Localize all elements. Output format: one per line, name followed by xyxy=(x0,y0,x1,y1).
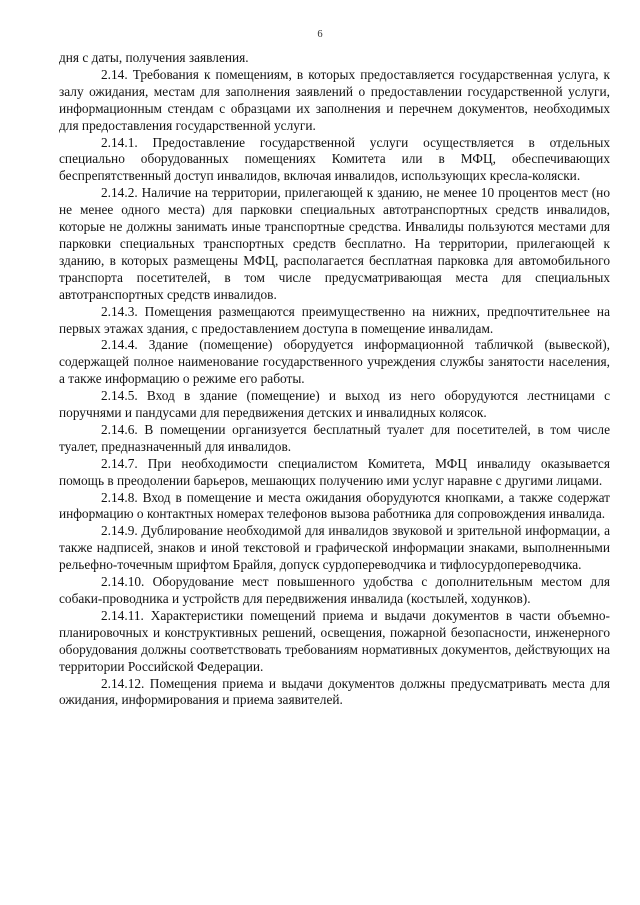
paragraph-2-14-8: 2.14.8. Вход в помещение и места ожидания оборудуются кнопками, а также содержат информацию о контактных номерах телефонов вызова работника для сопровождения инвалида. xyxy=(59,489,610,522)
paragraph-2-14-5: 2.14.5. Вход в здание (помещение) и выход из него оборудуются лестницами с поручнями и пандусами для передвижения детских и инвалидных колясок. xyxy=(59,388,610,421)
paragraph-2-14-4: 2.14.4. Здание (помещение) оборудуется информационной табличкой (вывеской), содержащей полное наименование государственного учреждения службы занятости населения, а также информацию о режиме его работы. xyxy=(59,337,610,387)
paragraph-2-14: 2.14. Требования к помещениям, в которых предоставляется государственная услуга, к залу ожидания, местам для заполнения заявлений о предоставлении государственной услуги, информационным стендам с образцами их заполнения и перечнем документов, необходимых для предоставления государственной услуги. xyxy=(59,66,610,133)
paragraph-2-14-2: 2.14.2. Наличие на территории, прилегающей к зданию, не менее 10 процентов мест (но не менее одного места) для парковки специальных автотранспортных средств инвалидов, которые не должны занимать иные транспортные средства. Инвалиды пользуются местами для парковки специальных транспортных средств бесплатно. На территории, прилегающей к зданию, в которых размещены МФЦ, располагается бесплатная парковка для автомобильного транспорта посетителей, в том числе предусматривающая места для специальных автотранспортных средств инвалидов. xyxy=(59,185,610,302)
paragraph-2-14-10: 2.14.10. Оборудование мест повышенного удобства с дополнительным местом для собаки-проводника и устройств для передвижения инвалида (костылей, ходунков). xyxy=(59,574,610,606)
paragraph-2-14-1: 2.14.1. Предоставление государственной услуги осуществляется в отдельных специально оборудованных помещениях Комитета или в МФЦ, обеспечивающих беспрепятственный доступ инвалидов, включая инвалидов, использующих кресла-коляски. xyxy=(59,134,610,184)
paragraph-2-14-12: 2.14.12. Помещения приема и выдачи документов должны предусматривать места для ожидания, информирования и приема заявителей. xyxy=(59,675,610,708)
page-number: 6 xyxy=(317,29,323,40)
document-body xyxy=(59,50,610,709)
paragraph-2-14-11: 2.14.11. Характеристики помещений приема и выдачи документов в части объемно-планировочных и конструктивных решений, освещения, пожарной безопасности, инженерного оборудования должны соответствовать требованиям нормативных документов, действующих на территории Российской Федерации. xyxy=(59,607,610,674)
paragraph-continuation: дня с даты, получения заявления. xyxy=(59,50,249,65)
paragraph-2-14-7: 2.14.7. При необходимости специалистом Комитета, МФЦ инвалиду оказывается помощь в преодолении барьеров, мешающих получению ими услуг наравне с другими лицами. xyxy=(59,455,610,488)
paragraph-2-14-6: 2.14.6. В помещении организуется бесплатный туалет для посетителей, в том числе туалет, предназначенный для инвалидов. xyxy=(59,421,610,454)
paragraph-2-14-9: 2.14.9. Дублирование необходимой для инвалидов звуковой и зрительной информации, а также надписей, знаков и иной текстовой и графической информации знаками, выполненными рельефно-точечным шрифтом Брайля, допуск сурдопереводчика и тифлосурдопереводчика. xyxy=(59,523,610,573)
paragraph-2-14-3: 2.14.3. Помещения размещаются преимущественно на нижних, предпочтительнее на первых этажах здания, с предоставлением доступа в помещение инвалидам. xyxy=(59,303,610,336)
